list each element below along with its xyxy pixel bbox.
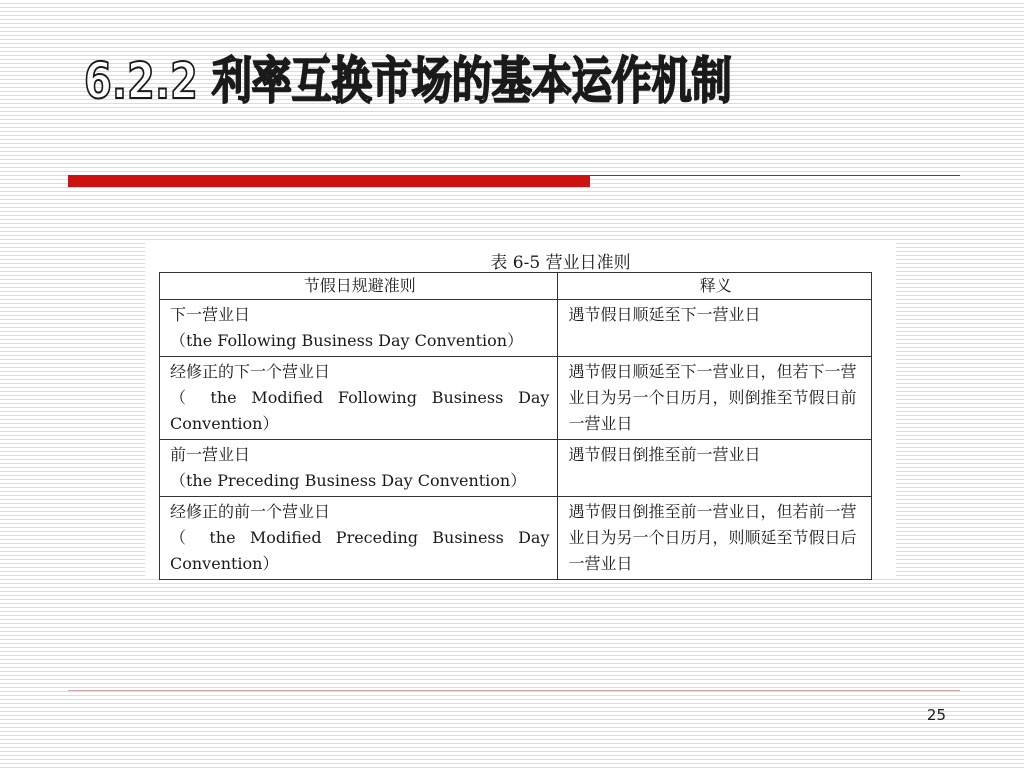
header-rule: 节假日规避准则 bbox=[160, 273, 558, 300]
rule-cell bbox=[160, 497, 558, 580]
rule-english: （ the Modified Preceding Business Day Convention） bbox=[170, 528, 550, 573]
rule-english: （the Following Business Day Convention） bbox=[170, 331, 524, 350]
header-definition: 释义 bbox=[558, 273, 872, 300]
table-caption: 表 6-5 营业日准则 bbox=[490, 253, 631, 273]
table-header-row bbox=[160, 273, 872, 300]
definition-cell: 遇节假日顺延至下一营业日，但若下一营业日为另一个日历月，则倒推至节假日前一营业日 bbox=[558, 357, 872, 440]
title-underline bbox=[68, 175, 960, 187]
title-divider-line bbox=[590, 175, 960, 176]
rule-name: 前一营业日 bbox=[170, 445, 251, 464]
table-row bbox=[160, 497, 872, 580]
rule-name: 经修正的下一个营业日 bbox=[170, 362, 331, 381]
rule-cell bbox=[160, 300, 558, 357]
rule-cell bbox=[160, 357, 558, 440]
business-day-rules-table bbox=[159, 272, 872, 580]
table-image-panel bbox=[145, 240, 896, 577]
title-accent-bar bbox=[68, 175, 590, 187]
footer-divider-line bbox=[68, 690, 960, 691]
rule-english: （ the Modified Following Business Day Convention） bbox=[170, 388, 550, 433]
rule-cell bbox=[160, 440, 558, 497]
rule-name: 下一营业日 bbox=[170, 305, 251, 324]
definition-cell: 遇节假日倒推至前一营业日，但若前一营业日为另一个日历月，则顺延至节假日后一营业日 bbox=[558, 497, 872, 580]
definition-cell: 遇节假日顺延至下一营业日 bbox=[558, 300, 872, 357]
definition-cell: 遇节假日倒推至前一营业日 bbox=[558, 440, 872, 497]
page-number: 25 bbox=[926, 706, 946, 724]
table-row bbox=[160, 357, 872, 440]
slide-title: 6.2.2 利率互换市场的基本运作机制 bbox=[84, 52, 732, 110]
table-row bbox=[160, 300, 872, 357]
rule-name: 经修正的前一个营业日 bbox=[170, 502, 331, 521]
rule-english: （the Preceding Business Day Convention） bbox=[170, 471, 527, 490]
table-row bbox=[160, 440, 872, 497]
